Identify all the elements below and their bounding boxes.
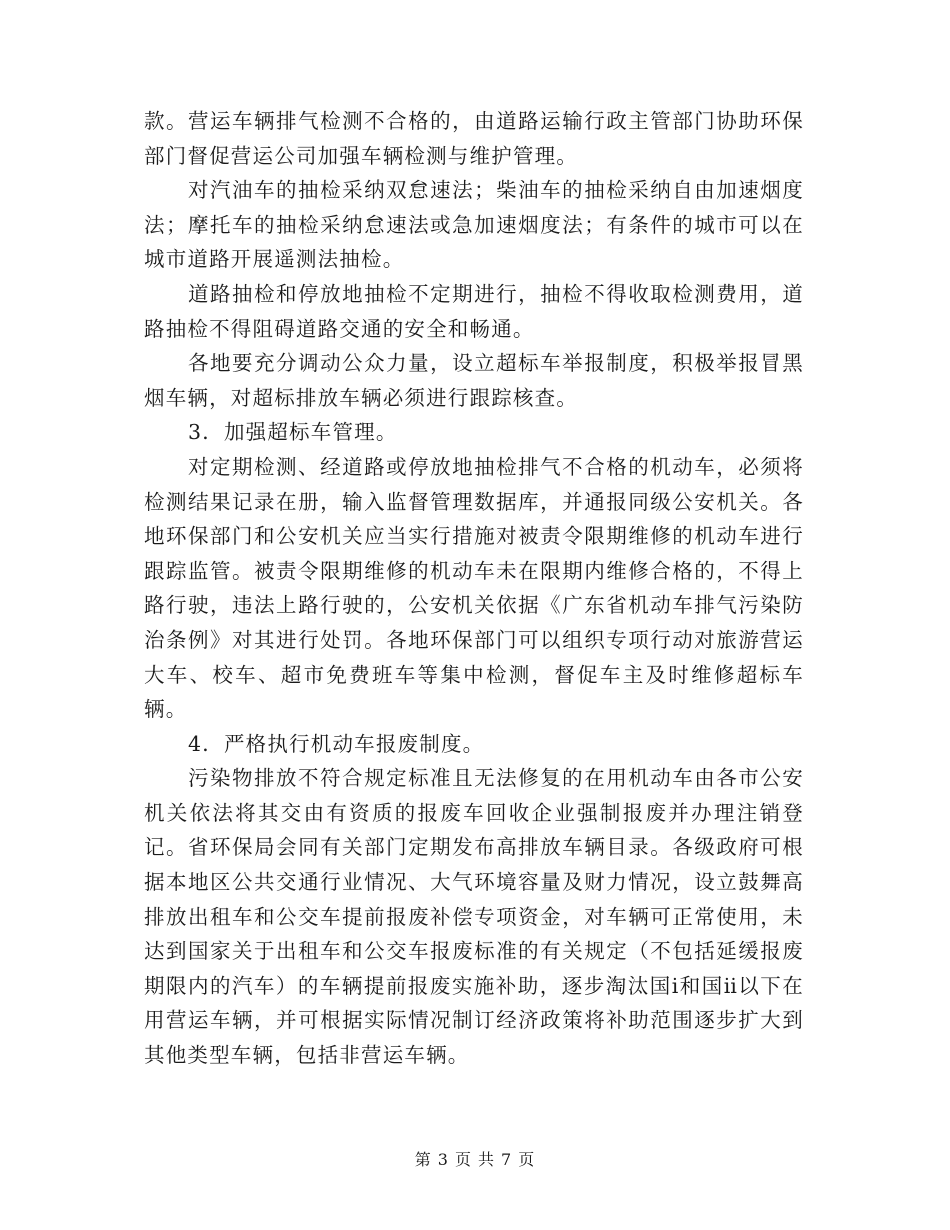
footer-middle: 页 共 (454, 1150, 496, 1169)
page-footer (0, 1147, 950, 1170)
footer-prefix: 第 (414, 1150, 432, 1169)
paragraph-continuation: 款。营运车辆排气检测不合格的，由道路运输行政主管部门协助环保部门督促营运公司加强车辆检测与维护管理。 (144, 109, 804, 168)
footer-current-page: 3 (437, 1150, 449, 1169)
paragraph-sampling-methods: 对汽油车的抽检采纳双怠速法；柴油车的抽检采纳自由加速烟度法；摩托车的抽检采纳怠速法或急加速烟度法；有条件的城市可以在城市道路开展遥测法抽检。 (144, 178, 804, 272)
footer-suffix: 页 (518, 1150, 536, 1169)
paragraph-exceeding-vehicle-management: 对定期检测、经道路或停放地抽检排气不合格的机动车，必须将检测结果记录在册，输入监督管理数据库，并通报同级公安机关。各地环保部门和公安机关应当实行措施对被责令限期维修的机动车进行跟踪监管。被责令限期维修的机动车未在限期内维修合格的，不得上路行驶，违法上路行驶的，公安机关依据《广东省机动车排气污染防治条例》对其进行处罚。各地环保部门可以组织专项行动对旅游营运大车、校车、超市免费班车等集中检测，督促车主及时维修超标车辆。 (144, 454, 804, 722)
section-heading-3: 3．加强超标车管理。 (188, 420, 398, 445)
paragraph-scrapping-system: 污染物排放不符合规定标准且无法修复的在用机动车由各市公安机关依法将其交由有资质的报废车回收企业强制报废并办理注销登记。省环保局会同有关部门定期发布高排放车辆目录。各级政府可根据本地区公共交通行业情况、大气环境容量及财力情况，设立鼓舞高排放出租车和公交车提前报废补偿专项资金，对车辆可正常使用，未达到国家关于出租车和公交车报废标准的有关规定（不包括延缓报废期限内的汽车）的车辆提前报废实施补助，逐步淘汰国ⅰ和国ⅱ以下在用营运车辆，并可根据实际情况制订经济政策将补助范围逐步扩大到其他类型车辆，包括非营运车辆。 (144, 766, 804, 1068)
paragraph-road-sampling: 道路抽检和停放地抽检不定期进行，抽检不得收取检测费用，道路抽检不得阻碍道路交通的安全和畅通。 (144, 281, 804, 341)
document-body (144, 104, 804, 1073)
footer-total-pages: 7 (501, 1150, 513, 1169)
section-heading-4: 4．严格执行机动车报废制度。 (188, 731, 485, 756)
paragraph-public-reporting: 各地要充分调动公众力量，设立超标车举报制度，积极举报冒黑烟车辆，对超标排放车辆必须进行跟踪核查。 (144, 351, 804, 410)
